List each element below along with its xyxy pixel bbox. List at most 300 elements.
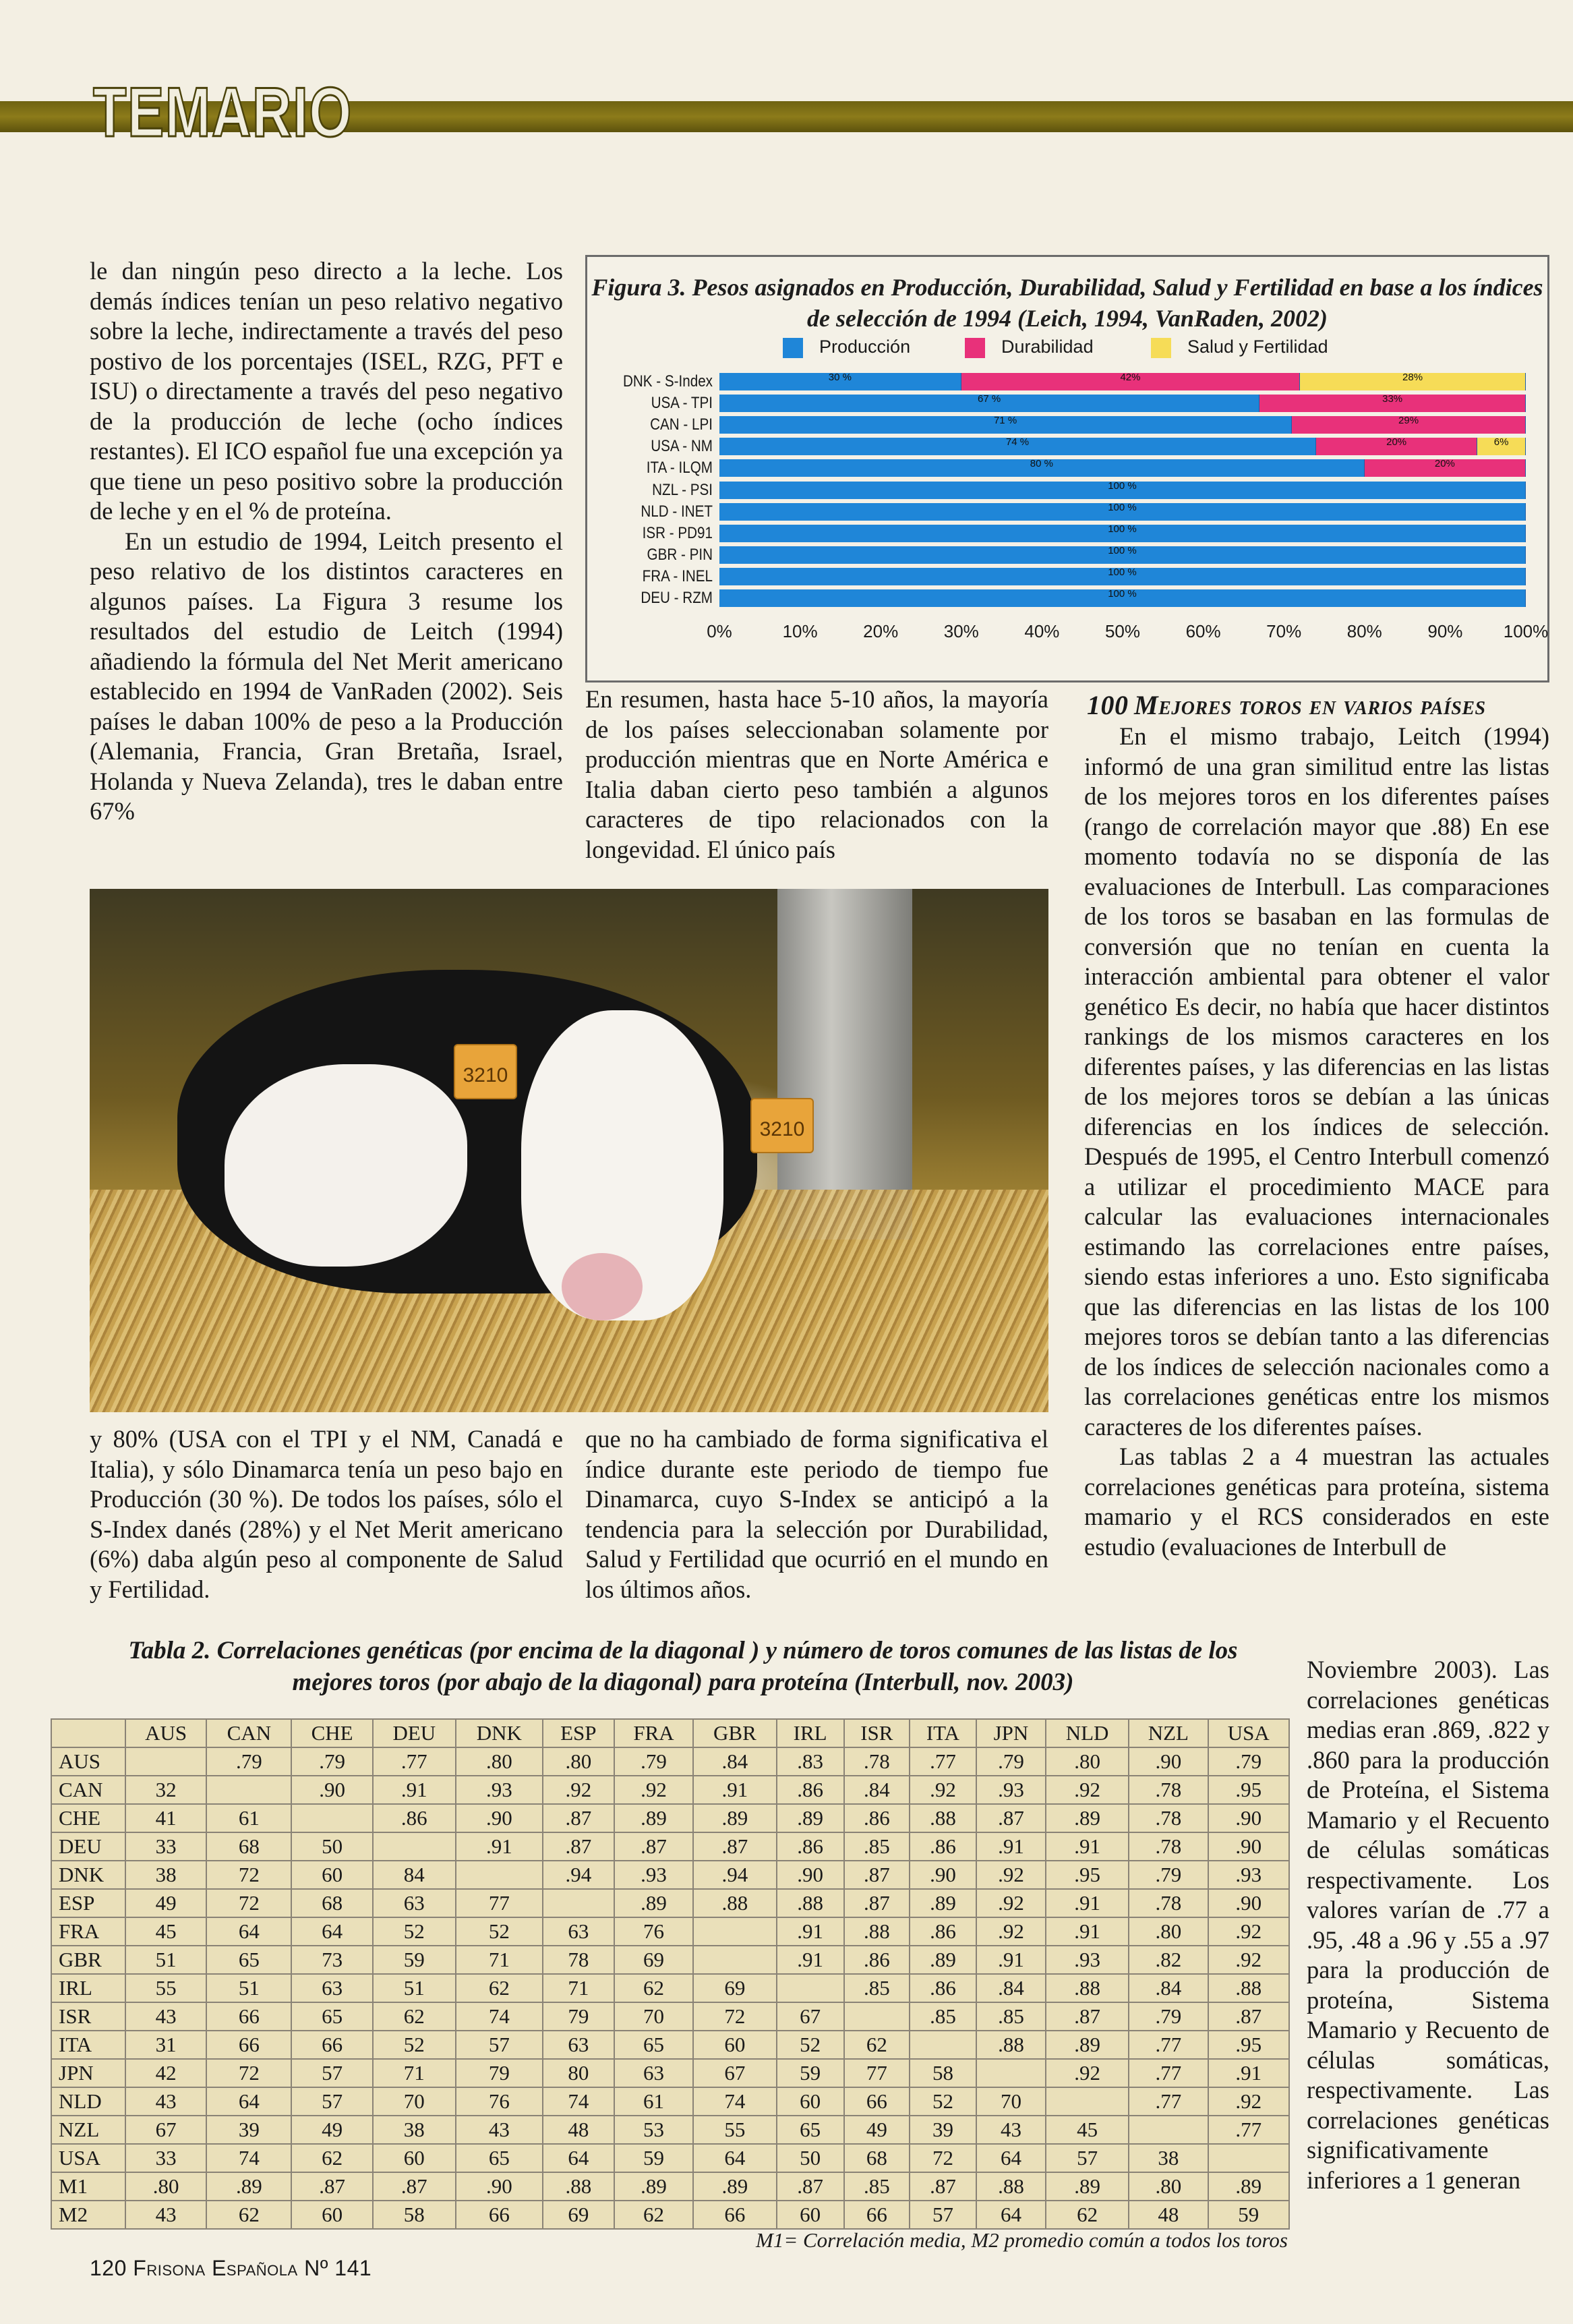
table-cell: .87: [1046, 2002, 1129, 2031]
issue-number: Nº 141: [304, 2256, 372, 2280]
table-cell: 60: [777, 2087, 844, 2116]
table-cell: .91: [693, 1776, 776, 1804]
section-title: TEMARIO: [93, 74, 353, 152]
table-cell: [693, 1946, 776, 1974]
table-cell: 62: [206, 2201, 291, 2229]
table-cell: .87: [373, 2172, 456, 2201]
legend-label: Durabilidad: [1001, 337, 1094, 357]
figure-3: [585, 255, 1549, 682]
table-cell: 45: [125, 1917, 206, 1946]
table-cell: .85: [910, 2002, 976, 2031]
table-row: [51, 2059, 1289, 2087]
table-cell: .86: [910, 1832, 976, 1861]
bar-data-label: 80 %: [1030, 458, 1053, 470]
table-cell: .87: [777, 2172, 844, 2201]
table-cell: 80: [543, 2059, 614, 2087]
bar-data-label: 42%: [1120, 372, 1141, 383]
table-cell: [1129, 2116, 1208, 2144]
legend-item-salud: [1151, 337, 1328, 358]
bar-data-label: 20%: [1434, 458, 1455, 470]
x-tick-label: 80%: [1346, 621, 1382, 641]
table-cell: 65: [614, 2031, 693, 2059]
table-cell: .94: [543, 1861, 614, 1889]
legend-swatch: [1151, 338, 1171, 358]
figure-caption: Figura 3. Pesos asignados en Producción, Durabilidad, Salud y Fertilidad en base a los índices de selección de 1994 (Leich, 1994, VanRaden, 2002): [591, 274, 1543, 332]
table-cell: 49: [125, 1889, 206, 1917]
table-cell: 68: [844, 2144, 910, 2172]
table-cell: .88: [910, 1804, 976, 1832]
column-3-continuation: [1307, 1655, 1549, 2195]
bar-row: [652, 480, 1526, 499]
table-row: [51, 1917, 1289, 1946]
table-cell: .92: [1046, 2059, 1129, 2087]
table-cell: .91: [976, 1946, 1046, 1974]
table-cell: [543, 1889, 614, 1917]
table-cell: 66: [206, 2002, 291, 2031]
table-cell: .79: [1208, 1747, 1289, 1776]
table-cell: 43: [125, 2002, 206, 2031]
bar-segment: [1300, 373, 1526, 390]
table-cell: 48: [1129, 2201, 1208, 2229]
bar-category-label: CAN - LPI: [650, 415, 713, 434]
table-cell: 69: [693, 1974, 776, 2002]
row-header: ISR: [51, 2002, 125, 2031]
bar-segment: [1259, 395, 1526, 412]
table-cell: 43: [976, 2116, 1046, 2144]
table-cell: 77: [456, 1889, 543, 1917]
table-cell: .93: [456, 1776, 543, 1804]
table-cell: .85: [844, 1974, 910, 2002]
table-cell: .78: [844, 1747, 910, 1776]
column-header: GBR: [693, 1719, 776, 1747]
column-1-top: [90, 256, 563, 827]
table-cell: 67: [125, 2116, 206, 2144]
table-cell: 52: [373, 1917, 456, 1946]
bar-data-label: 100 %: [1108, 480, 1137, 492]
bar-category-label: GBR - PIN: [647, 545, 713, 564]
table-cell: 57: [456, 2031, 543, 2059]
table-cell: 65: [291, 2002, 372, 2031]
table-cell: 66: [291, 2031, 372, 2059]
x-axis-ticks: [707, 621, 1549, 648]
table-cell: .84: [976, 1974, 1046, 2002]
table-cell: .89: [693, 1804, 776, 1832]
legend-label: Producción: [819, 337, 911, 357]
ear-tag: 3210: [750, 1098, 814, 1153]
table-row: [51, 1804, 1289, 1832]
row-header: DNK: [51, 1861, 125, 1889]
table-cell: 43: [456, 2116, 543, 2144]
table-cell: 64: [693, 2144, 776, 2172]
table-cell: 72: [693, 2002, 776, 2031]
magazine-name: Frisona Española: [133, 2256, 298, 2280]
table-cell: .86: [844, 1946, 910, 1974]
table-cell: 45: [1046, 2116, 1129, 2144]
table-cell: 53: [614, 2116, 693, 2144]
x-tick-label: 20%: [863, 621, 899, 641]
table-cell: .78: [1129, 1776, 1208, 1804]
table-cell: .93: [1046, 1946, 1129, 1974]
table-caption: Tabla 2. Correlaciones genéticas (por encima de la diagonal ) y número de toros comunes de las listas de los mejores toros (por abajo de la diagonal) para proteína (Interbull, nov. 2003): [128, 1637, 1238, 1696]
table-cell: .92: [976, 1889, 1046, 1917]
bar-row: [622, 372, 1526, 390]
table-cell: 64: [291, 1917, 372, 1946]
table-cell: [206, 1776, 291, 1804]
bar-category-label: DNK - S-Index: [622, 372, 713, 390]
table-cell: .78: [1129, 1889, 1208, 1917]
column-header: ISR: [844, 1719, 910, 1747]
column-header: USA: [1208, 1719, 1289, 1747]
table-cell: .88: [1208, 1974, 1289, 2002]
table-row: [51, 1861, 1289, 1889]
table-cell: .84: [693, 1747, 776, 1776]
table-cell: .77: [1129, 2059, 1208, 2087]
bar-row: [641, 501, 1526, 521]
table-cell: 71: [373, 2059, 456, 2087]
table-cell: .80: [1046, 1747, 1129, 1776]
table-cell: .87: [1208, 2002, 1289, 2031]
legend-item-produccion: [783, 337, 910, 358]
bar-segment: [961, 373, 1300, 390]
table-cell: .85: [844, 1832, 910, 1861]
table-cell: .80: [1129, 1917, 1208, 1946]
table-cell: .85: [844, 2172, 910, 2201]
bar-data-label: 74 %: [1005, 436, 1030, 448]
table-cell: 51: [125, 1946, 206, 1974]
table-cell: 74: [543, 2087, 614, 2116]
legend-swatch: [965, 338, 985, 358]
table-row: [51, 2031, 1289, 2059]
column-header: ITA: [910, 1719, 976, 1747]
table-cell: .89: [206, 2172, 291, 2201]
table-cell: .89: [1208, 2172, 1289, 2201]
table-cell: .88: [693, 1889, 776, 1917]
table-cell: 68: [206, 1832, 291, 1861]
table-cell: .87: [910, 2172, 976, 2201]
table-row: [51, 2144, 1289, 2172]
table-cell: .93: [976, 1776, 1046, 1804]
table-cell: 42: [125, 2059, 206, 2087]
table-cell: 66: [693, 2201, 776, 2229]
table-cell: 72: [910, 2144, 976, 2172]
table-cell: 78: [543, 1946, 614, 1974]
bar-row: [646, 458, 1526, 477]
bar-row: [642, 523, 1526, 542]
table-cell: 55: [125, 1974, 206, 2002]
bar-data-label: 67 %: [978, 393, 1001, 405]
table-cell: .80: [125, 2172, 206, 2201]
table-cell: 70: [373, 2087, 456, 2116]
table-cell: 73: [291, 1946, 372, 1974]
row-header: FRA: [51, 1917, 125, 1946]
table-cell: 59: [614, 2144, 693, 2172]
bar-row: [650, 415, 1526, 434]
calf-photo: [90, 889, 1048, 1412]
table-cell: 48: [543, 2116, 614, 2144]
x-tick-label: 30%: [943, 621, 979, 641]
x-tick-label: 70%: [1266, 621, 1302, 641]
bar-category-label: USA - TPI: [651, 394, 713, 413]
bar-category-label: ITA - ILQM: [646, 459, 713, 477]
table-cell: .84: [844, 1776, 910, 1804]
column-header: JPN: [976, 1719, 1046, 1747]
bar-data-label: 100 %: [1108, 566, 1137, 578]
table-cell: 62: [844, 2031, 910, 2059]
table-cell: 62: [373, 2002, 456, 2031]
table-cell: .77: [1129, 2031, 1208, 2059]
table-cell: .79: [291, 1747, 372, 1776]
table-cell: 76: [614, 1917, 693, 1946]
table-cell: .85: [976, 2002, 1046, 2031]
bar-category-label: FRA - INEL: [642, 567, 713, 585]
paragraph: Noviembre 2003). Las correlaciones genéticas medias eran .869, .822 y .860 para la producción de Proteína, el Sistema Mamario y el Recuento de células somáticas respectivamente. Los valores varían de .77 a .95, .48 a .96 y .55 a .97 para la producción de proteína, Sistema Mamario y Recuento de células somáticas, respectivamente. Las correlaciones genéticas significativamente inferiores a 1 generan: [1307, 1656, 1549, 2194]
column-header: DNK: [456, 1719, 543, 1747]
table-cell: .92: [1208, 2087, 1289, 2116]
table-cell: 50: [777, 2144, 844, 2172]
table-cell: .90: [1129, 1747, 1208, 1776]
table-cell: 60: [373, 2144, 456, 2172]
table-cell: 57: [291, 2059, 372, 2087]
table-cell: 39: [206, 2116, 291, 2144]
table-cell: 69: [543, 2201, 614, 2229]
bar-category-label: NLD - INET: [641, 502, 713, 521]
photo-pole: [777, 889, 912, 1240]
row-header: GBR: [51, 1946, 125, 1974]
table-cell: 71: [543, 1974, 614, 2002]
table-cell: 55: [693, 2116, 776, 2144]
table-cell: .90: [1208, 1804, 1289, 1832]
table-cell: .86: [844, 1804, 910, 1832]
table-cell: .79: [206, 1747, 291, 1776]
table-cell: .86: [777, 1832, 844, 1861]
row-header: M1: [51, 2172, 125, 2201]
table-cell: 39: [910, 2116, 976, 2144]
table-cell: 49: [291, 2116, 372, 2144]
bar-data-label: 33%: [1382, 393, 1403, 405]
table-cell: .91: [1046, 1917, 1129, 1946]
bar-segment: [719, 395, 1259, 412]
table-cell: [693, 1917, 776, 1946]
table-cell: .93: [1208, 1861, 1289, 1889]
sub-heading: [1087, 689, 1552, 721]
table-cell: 62: [614, 1974, 693, 2002]
table-cell: [1046, 2087, 1129, 2116]
column-2-top: [585, 685, 1048, 865]
bar-data-label: 20%: [1386, 436, 1407, 448]
table-cell: .91: [1046, 1832, 1129, 1861]
table-cell: .93: [614, 1861, 693, 1889]
table-cell: 43: [125, 2087, 206, 2116]
x-tick-label: 0%: [707, 621, 732, 641]
table-cell: 64: [976, 2144, 1046, 2172]
table-cell: 68: [291, 1889, 372, 1917]
table-cell: .95: [1046, 1861, 1129, 1889]
bar-data-label: 28%: [1402, 372, 1423, 383]
table-cell: 60: [291, 2201, 372, 2229]
table-cell: 59: [777, 2059, 844, 2087]
table-cell: .88: [844, 1917, 910, 1946]
table-cell: .86: [373, 1804, 456, 1832]
table-cell: 79: [543, 2002, 614, 2031]
sub-heading-number: 100: [1087, 690, 1129, 720]
table-row: [51, 1946, 1289, 1974]
table-cell: 72: [206, 2059, 291, 2087]
table-cell: [373, 1832, 456, 1861]
legend-swatch: [783, 338, 803, 358]
bar-row: [651, 393, 1526, 413]
bar-data-label: 71 %: [993, 415, 1017, 427]
sub-heading-text: Mejores toros en varios países: [1134, 690, 1486, 720]
table-header-row: [51, 1719, 1289, 1747]
table-cell: 59: [373, 1946, 456, 1974]
table-cell: 70: [614, 2002, 693, 2031]
bar-segment: [719, 503, 1526, 521]
table-cell: 38: [1129, 2144, 1208, 2172]
table-cell: [777, 1974, 844, 2002]
table-cell: 67: [693, 2059, 776, 2087]
table-cell: .95: [1208, 2031, 1289, 2059]
row-header: NZL: [51, 2116, 125, 2144]
table-cell: .91: [1208, 2059, 1289, 2087]
page-footer: [90, 2256, 372, 2281]
table-row: [51, 2116, 1289, 2144]
paragraph: En el mismo trabajo, Leitch (1994) informó de una gran similitud entre las listas de los mejores toros en los diferentes países (rango de correlación mayor que .88) En ese momento todavía no se disponía de las evaluaciones de Interbull. Las comparaciones de los toros se basaban en las formulas de conversión que no tenían en cuenta la interacción ambiental para obtener el valor genético Es decir, no había que hacer distintos rankings de los mismos caracteres en los diferentes países, y las diferencias en las listas de los mejores toros se debían a las únicas diferencias en los índices de selección. Después de 1995, el Centro Interbull comenzó a utilizar el procedimiento MACE para calcular las evaluaciones internacionales estimando las correlaciones entre países, siendo estas inferiores a uno. Esto significaba que las diferencias en las listas de los 100 mejores toros se debían tanto a las diferencias de los índices de selección nacionales como a las correlaciones genéticas entre los mismos caracteres de los diferentes países.: [1084, 722, 1549, 1441]
table-cell: .89: [693, 2172, 776, 2201]
bar-data-label: 6%: [1493, 436, 1509, 448]
table-cell: 72: [206, 1861, 291, 1889]
bar-row: [642, 566, 1526, 585]
correlation-table: [51, 1718, 1290, 2230]
row-header: AUS: [51, 1747, 125, 1776]
bar-data-label: 29%: [1398, 415, 1419, 427]
table-cell: 76: [456, 2087, 543, 2116]
table-cell: 74: [206, 2144, 291, 2172]
bar-row: [651, 436, 1526, 456]
column-header: CAN: [206, 1719, 291, 1747]
paragraph: le dan ningún peso directo a la leche. Los demás índices tenían un peso relativo negativo sobre la leche, indirectamente a través del peso postivo de los porcentajes (ISEL, RZG, PFT e ISU) o directamente a través del peso negativo de la producción de leche (ocho índices restantes). El ICO español fue una excepción ya que tiene un peso positivo sobre la producción de leche y en el % de proteína.: [90, 257, 563, 525]
table-cell: .88: [1046, 1974, 1129, 2002]
table-cell: .80: [456, 1747, 543, 1776]
table-cell: 57: [291, 2087, 372, 2116]
column-header: NZL: [1129, 1719, 1208, 1747]
table-cell: .87: [976, 1804, 1046, 1832]
row-header: ESP: [51, 1889, 125, 1917]
bar-category-label: USA - NM: [651, 437, 713, 456]
table-cell: .89: [614, 1804, 693, 1832]
chart-legend: [587, 337, 1547, 364]
table-cell: 66: [844, 2087, 910, 2116]
column-header: IRL: [777, 1719, 844, 1747]
table-cell: .79: [976, 1747, 1046, 1776]
bar-segment: [719, 525, 1526, 542]
table-cell: 33: [125, 2144, 206, 2172]
table-cell: 63: [291, 1974, 372, 2002]
table-row: [51, 2002, 1289, 2031]
table-cell: 58: [910, 2059, 976, 2087]
table-cell: 51: [373, 1974, 456, 2002]
table-cell: .87: [291, 2172, 372, 2201]
table-cell: .86: [777, 1776, 844, 1804]
bar-segment: [1316, 438, 1477, 455]
column-header: ESP: [543, 1719, 614, 1747]
table-cell: 61: [206, 1804, 291, 1832]
table-row: [51, 1974, 1289, 2002]
table-cell: 41: [125, 1804, 206, 1832]
row-header: USA: [51, 2144, 125, 2172]
table-cell: .89: [777, 1804, 844, 1832]
table-cell: .90: [777, 1861, 844, 1889]
paragraph: que no ha cambiado de forma significativa el índice durante este periodo de tiempo fue Dinamarca, cuyo S-Index se anticipó a la tendencia para la selección por Durabilidad, Salud y Fertilidad que ocurrió en el mundo en los últimos años.: [585, 1425, 1048, 1603]
row-header: IRL: [51, 1974, 125, 2002]
table-cell: [456, 1861, 543, 1889]
table-cell: 74: [456, 2002, 543, 2031]
table-cell: 66: [456, 2201, 543, 2229]
table-cell: .91: [373, 1776, 456, 1804]
bar-data-label: 100 %: [1108, 588, 1137, 600]
table-cell: 52: [910, 2087, 976, 2116]
bar-segment: [719, 438, 1316, 455]
table-cell: 58: [373, 2201, 456, 2229]
table-corner: [51, 1719, 125, 1747]
calf-nose: [562, 1253, 643, 1320]
table-cell: 38: [125, 1861, 206, 1889]
table-cell: 79: [456, 2059, 543, 2087]
bar-segment: [1292, 416, 1526, 434]
table-cell: 77: [844, 2059, 910, 2087]
table-cell: 64: [543, 2144, 614, 2172]
table-cell: .95: [1208, 1776, 1289, 1804]
table-cell: 59: [1208, 2201, 1289, 2229]
bar-segment: [719, 373, 961, 390]
table-cell: .90: [1208, 1889, 1289, 1917]
bar-segment: [719, 589, 1526, 607]
table-cell: .77: [373, 1747, 456, 1776]
table-cell: 65: [777, 2116, 844, 2144]
table-cell: .88: [777, 1889, 844, 1917]
bar-category-label: NZL - PSI: [652, 480, 713, 499]
table-cell: .80: [1129, 2172, 1208, 2201]
table-cell: .79: [1129, 2002, 1208, 2031]
table-cell: .92: [1046, 1776, 1129, 1804]
table-cell: .82: [1129, 1946, 1208, 1974]
table-cell: 51: [206, 1974, 291, 2002]
page-number: 120: [90, 2256, 127, 2280]
table-cell: .83: [777, 1747, 844, 1776]
bar-data-label: 30 %: [828, 372, 852, 383]
paragraph: y 80% (USA con el TPI y el NM, Canadá e Italia), y sólo Dinamarca tenía un peso bajo en Producción (30 %). De todos los países, sólo el S-Index danés (28%) y el Net Merit americano (6%) daba algún peso al componente de Salud y Fertilidad.: [90, 1425, 563, 1603]
table-cell: 52: [373, 2031, 456, 2059]
table-cell: 63: [543, 1917, 614, 1946]
table-cell: .86: [910, 1917, 976, 1946]
table-cell: .89: [1046, 2172, 1129, 2201]
table-cell: [125, 1747, 206, 1776]
table-row: [51, 2172, 1289, 2201]
table-cell: 52: [456, 1917, 543, 1946]
table-cell: .92: [543, 1776, 614, 1804]
table-cell: .92: [910, 1776, 976, 1804]
table-cell: 57: [1046, 2144, 1129, 2172]
table-cell: [976, 2059, 1046, 2087]
table-cell: 63: [373, 1889, 456, 1917]
table-note: M1= Correlación media, M2 promedio común a todos los toros: [756, 2228, 1288, 2252]
table-body: [51, 1747, 1289, 2229]
table-row: [51, 1776, 1289, 1804]
table-cell: 66: [844, 2201, 910, 2229]
table-cell: .77: [1208, 2116, 1289, 2144]
table-cell: .87: [543, 1804, 614, 1832]
table-row: [51, 1832, 1289, 1861]
table-cell: .84: [1129, 1974, 1208, 2002]
